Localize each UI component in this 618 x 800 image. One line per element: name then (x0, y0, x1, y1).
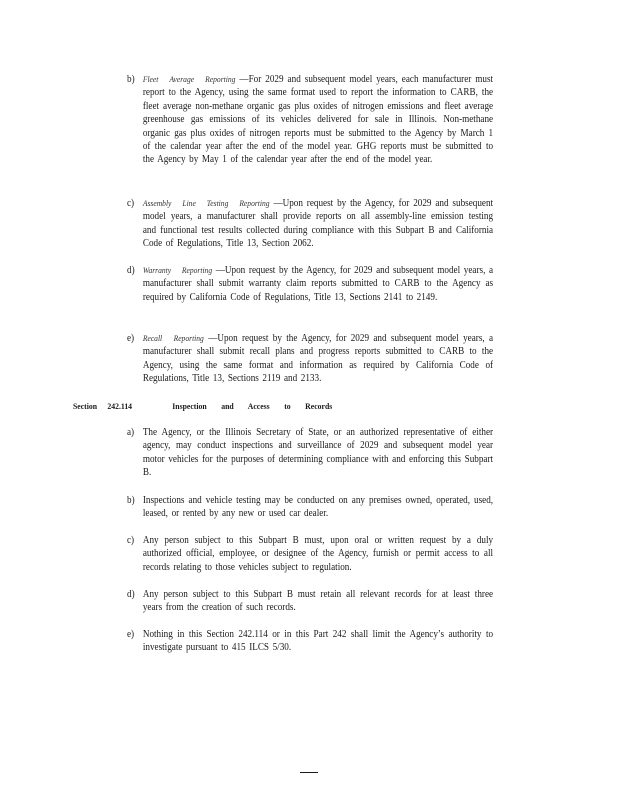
paragraph-text: —Upon request by the Agency, for 2029 and subsequent model years, a manufacturer shall submit warranty claim reports submitted to CARB to the Agency as required by California Code of Regulations, Title 13, Sections 2141 to 2149. (142, 265, 494, 303)
paragraph-text: Any person subject to this Subpart B must, upon oral or written request by a duly authorized official, employee, or designee of the Agency, furnish or permit access to all records relating to those vehicles subject to regulation. (142, 535, 494, 573)
paragraph-label: c) (127, 535, 135, 546)
paragraph-label: d) (127, 265, 135, 276)
section-number: 242.114 (107, 401, 133, 411)
section-title: Inspection and Access to Records (172, 401, 333, 411)
section-heading (73, 401, 451, 411)
paragraph-label: d) (127, 589, 135, 600)
paragraph-label: e) (127, 629, 135, 640)
paragraph-body (143, 197, 493, 251)
paragraph-e-recall-reporting (127, 332, 493, 386)
paragraph-a-agency-inspections (127, 426, 493, 480)
page-footer-rule (300, 772, 318, 773)
paragraph-b-inspections-premises (127, 494, 493, 521)
paragraph-title: Warranty Reporting (142, 265, 213, 275)
paragraph-label: e) (127, 333, 135, 344)
paragraph-text: Any person subject to this Subpart B must retain all relevant records for at least three years from the creation of such records. (142, 589, 494, 614)
section-word: Section (73, 401, 98, 411)
paragraph-d-warranty-reporting (127, 264, 493, 304)
paragraph-text: Inspections and vehicle testing may be conducted on any premises owned, operated, used, leased, or rented by any new or used car dealer. (142, 495, 494, 520)
paragraph-title: Recall Reporting (142, 333, 204, 343)
paragraph-e-agency-authority (127, 628, 493, 655)
paragraph-c-records-access (127, 534, 493, 574)
paragraph-body (143, 332, 493, 386)
paragraph-title: Assembly Line Testing Reporting (142, 198, 270, 208)
paragraph-title: Fleet Average Reporting (142, 74, 236, 84)
paragraph-b-fleet-average-reporting (127, 73, 493, 167)
paragraph-text: Nothing in this Section 242.114 or in this Part 242 shall limit the Agency’s authority to investigate pursuant to 415 ILCS 5/30. (142, 629, 494, 654)
paragraph-body (143, 73, 493, 167)
paragraph-body (143, 264, 493, 304)
paragraph-text: —Upon request by the Agency, for 2029 and subsequent model years, a manufacturer shall provide reports on all assembly-line emission testing and functional test results collected during compliance with this Subpart B and California Code of Regulations, Title 13, Section 2062. (142, 198, 494, 250)
paragraph-d-record-retention (127, 588, 493, 615)
paragraph-label: b) (127, 74, 135, 85)
paragraph-text: The Agency, or the Illinois Secretary of State, or an authorized representative of either agency, may conduct inspections and surveillance of 2029 and subsequent model year motor vehicles for the purposes of determining compliance with and enforcing this Subpart B. (142, 427, 494, 479)
paragraph-label: c) (127, 198, 135, 209)
paragraph-c-assembly-line-testing (127, 197, 493, 251)
paragraph-text: —For 2029 and subsequent model years, each manufacturer must report to the Agency, using the same format used to report the information to CARB, the fleet average non-methane organic gas plus oxides of nitrogen emissions and fleet average greenhouse gas emissions of its vehicles delivered for sale in Illinois. Non-methane organic gas plus oxides of nitrogen reports must be submitted to the Agency by March 1 of the calendar year after the end of the model year. GHG reports must be submitted to the Agency by May 1 of the calendar year after the end of the model year. (142, 74, 494, 166)
paragraph-label: b) (127, 495, 135, 506)
paragraph-label: a) (127, 427, 135, 438)
paragraph-text: —Upon request by the Agency, for 2029 and subsequent model years, a manufacturer shall submit recall plans and progress reports submitted to CARB to the Agency, using the same format and information as required by California Code of Regulations, Title 13, Sections 2119 and 2133. (142, 333, 494, 385)
